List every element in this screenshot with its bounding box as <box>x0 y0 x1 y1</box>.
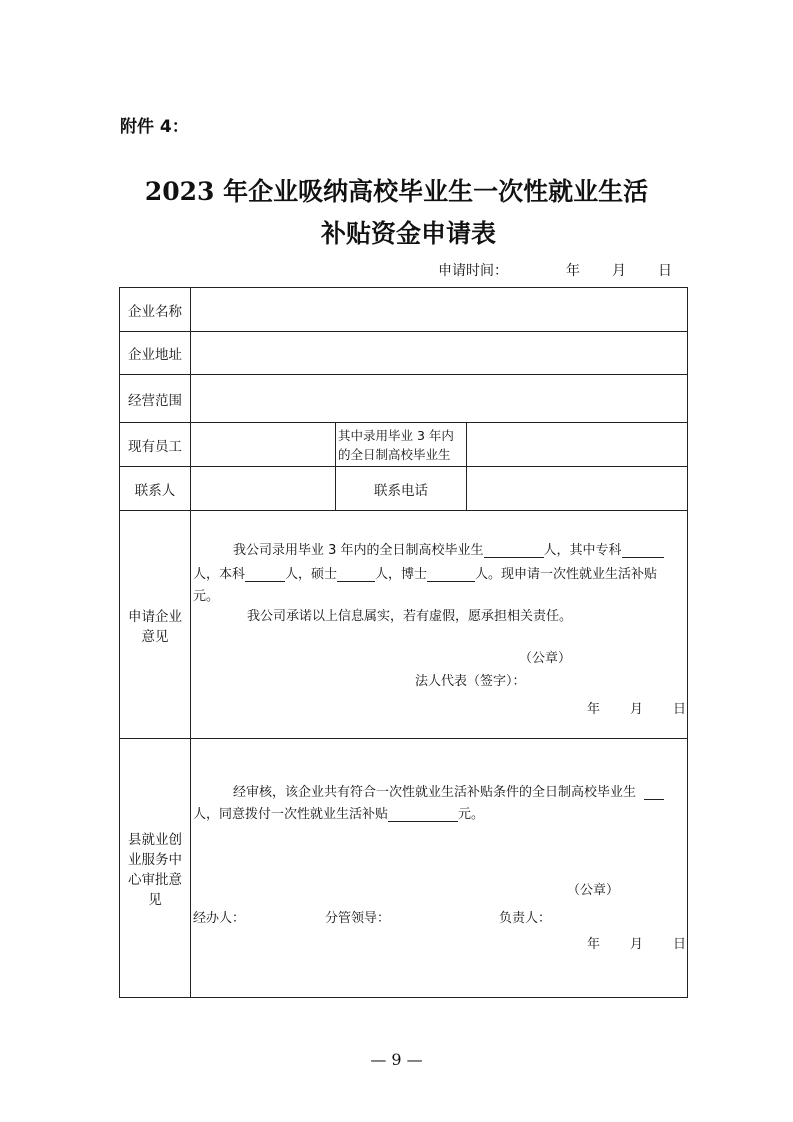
company-opinion-month: 月 <box>630 702 644 717</box>
company-opinion-label-line2: 意见 <box>141 628 169 645</box>
legal-rep-signature-label: 法人代表（签字）： <box>415 674 526 689</box>
center-seal: （公章） <box>567 883 620 898</box>
application-form-table <box>119 287 688 998</box>
grads-count-field[interactable] <box>467 423 688 467</box>
junior-college-blank[interactable] <box>622 543 664 558</box>
page-number: — 9 — <box>370 1050 423 1069</box>
supervisor-label: 分管领导： <box>325 911 391 926</box>
apply-date-month: 月 <box>612 263 626 279</box>
attachment-label: 附件 4： <box>120 117 189 137</box>
center-opinion-label-line3: 心审批意 <box>128 872 182 888</box>
grads-label-line2: 的全日制高校毕业生 <box>338 446 451 462</box>
company-commitment: 我公司承诺以上信息属实，若有虚假，愿承担相关责任。 <box>247 609 573 624</box>
company-opinion-date <box>587 698 686 717</box>
center-opinion-cell <box>191 739 688 998</box>
page-subtitle: 补贴资金申请表 <box>320 219 496 248</box>
center-opinion-label <box>120 739 191 998</box>
apply-date-line <box>438 260 672 280</box>
business-scope-label: 经营范围 <box>120 375 191 423</box>
opinion-text-5: 人，博士 <box>375 567 428 582</box>
row-staff <box>120 423 688 467</box>
center-text-1: 经审核，该企业共有符合一次性就业生活补贴条件的全日制高校毕业生 <box>233 785 637 800</box>
center-opinion-date <box>587 933 686 952</box>
company-opinion-cell <box>191 511 688 739</box>
center-opinion-label-line1: 县就业创 <box>128 832 182 848</box>
center-opinion-label-line2: 业服务中 <box>128 852 182 868</box>
row-company-name <box>120 288 688 332</box>
apply-date-year: 年 <box>566 263 580 279</box>
approved-amount-blank[interactable] <box>388 807 458 822</box>
apply-date-label: 申请时间： <box>438 263 508 279</box>
business-scope-field[interactable] <box>191 375 688 423</box>
bachelor-blank[interactable] <box>245 567 285 582</box>
opinion-text-3: 人，本科 <box>193 567 246 582</box>
contact-person-field[interactable] <box>191 467 336 511</box>
responsible-label: 负责人： <box>499 911 552 926</box>
approved-grads-blank[interactable] <box>644 785 664 800</box>
row-center-opinion <box>120 739 688 998</box>
opinion-text-6: 人。现申请一次性就业生活补贴 <box>475 567 658 582</box>
doctor-blank[interactable] <box>427 567 475 582</box>
center-opinion-day: 日 <box>673 937 687 952</box>
grads-total-blank[interactable] <box>484 543 544 558</box>
opinion-text-1: 我公司录用毕业 3 年内的全日制高校毕业生 <box>233 543 484 558</box>
company-seal: （公章） <box>519 651 572 666</box>
center-opinion-line2 <box>193 803 484 822</box>
center-opinion-label-line4: 见 <box>148 892 162 908</box>
opinion-text-4: 人，硕士 <box>285 567 338 582</box>
company-address-field[interactable] <box>191 332 688 375</box>
row-company-address <box>120 332 688 375</box>
center-opinion-year: 年 <box>587 937 601 952</box>
handler-label: 经办人： <box>193 911 246 926</box>
center-text-2: 人，同意拨付一次性就业生活补贴 <box>193 807 389 822</box>
company-opinion-line1 <box>233 539 664 558</box>
center-opinion-month: 月 <box>630 937 644 952</box>
company-address-label: 企业地址 <box>120 332 191 375</box>
current-staff-label: 现有员工 <box>120 423 191 467</box>
current-staff-field[interactable] <box>191 423 336 467</box>
opinion-text-2: 人，其中专科 <box>543 543 622 558</box>
company-opinion-line2 <box>193 563 657 582</box>
contact-phone-field[interactable] <box>467 467 688 511</box>
center-opinion-line1 <box>233 781 664 800</box>
grads-label-line1: 其中录用毕业 3 年内 <box>338 427 454 443</box>
master-blank[interactable] <box>337 567 375 582</box>
company-name-field[interactable] <box>191 288 688 332</box>
company-name-label: 企业名称 <box>120 288 191 332</box>
apply-date-day: 日 <box>658 263 672 279</box>
center-text-3: 元。 <box>458 807 485 822</box>
contact-person-label: 联系人 <box>120 467 191 511</box>
company-opinion-label <box>120 511 191 739</box>
row-business-scope <box>120 375 688 423</box>
company-opinion-year: 年 <box>587 702 601 717</box>
row-contact <box>120 467 688 511</box>
grads-label <box>336 423 467 467</box>
company-opinion-day: 日 <box>673 702 687 717</box>
company-opinion-line3: 元。 <box>193 589 220 604</box>
contact-phone-label: 联系电话 <box>336 467 467 511</box>
company-opinion-label-line1: 申请企业 <box>128 608 182 625</box>
row-company-opinion <box>120 511 688 739</box>
page-title: 2023 年企业吸纳高校毕业生一次性就业生活 <box>144 177 649 206</box>
